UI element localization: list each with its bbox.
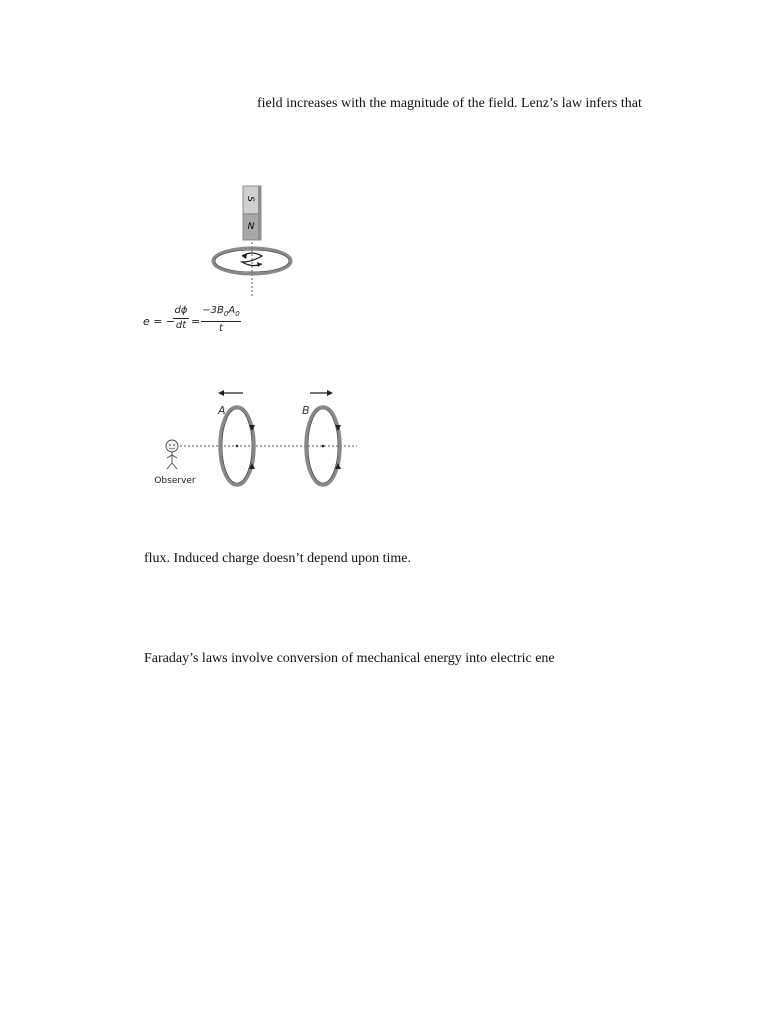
equation-f2-denominator: t [219,323,223,334]
equation-f2-numerator: $-3B_0A_0$ [202,305,240,318]
magnet-pole-s-label: S [245,196,255,202]
equation-fraction-result [201,305,241,335]
loop-a-label: A [218,404,226,417]
equation-fraction-dphi-dt [173,305,189,332]
equation-equals: = [191,315,201,328]
observer-figure [166,440,178,469]
magnet-pole-n-label: N [247,222,255,232]
equation-f1-denominator: dt [175,320,187,331]
two-loops-observer-diagram [150,385,365,490]
equation-f1-numerator: dϕ [174,305,188,316]
loop-b-label: B [302,404,310,417]
body-text-line-1: field increases with the magnitude of the field. Lenz’s law infers that [257,96,642,111]
equation-lhs: e = − [143,315,176,328]
body-text-line-2: flux. Induced charge doesn’t depend upon time. [144,551,411,566]
emf-equation [143,305,253,339]
body-text-line-3: Faraday’s laws involve conversion of mechanical energy into electric ene [144,651,555,666]
observer-label: Observer [154,476,196,486]
magnet-ring-diagram [206,182,298,298]
